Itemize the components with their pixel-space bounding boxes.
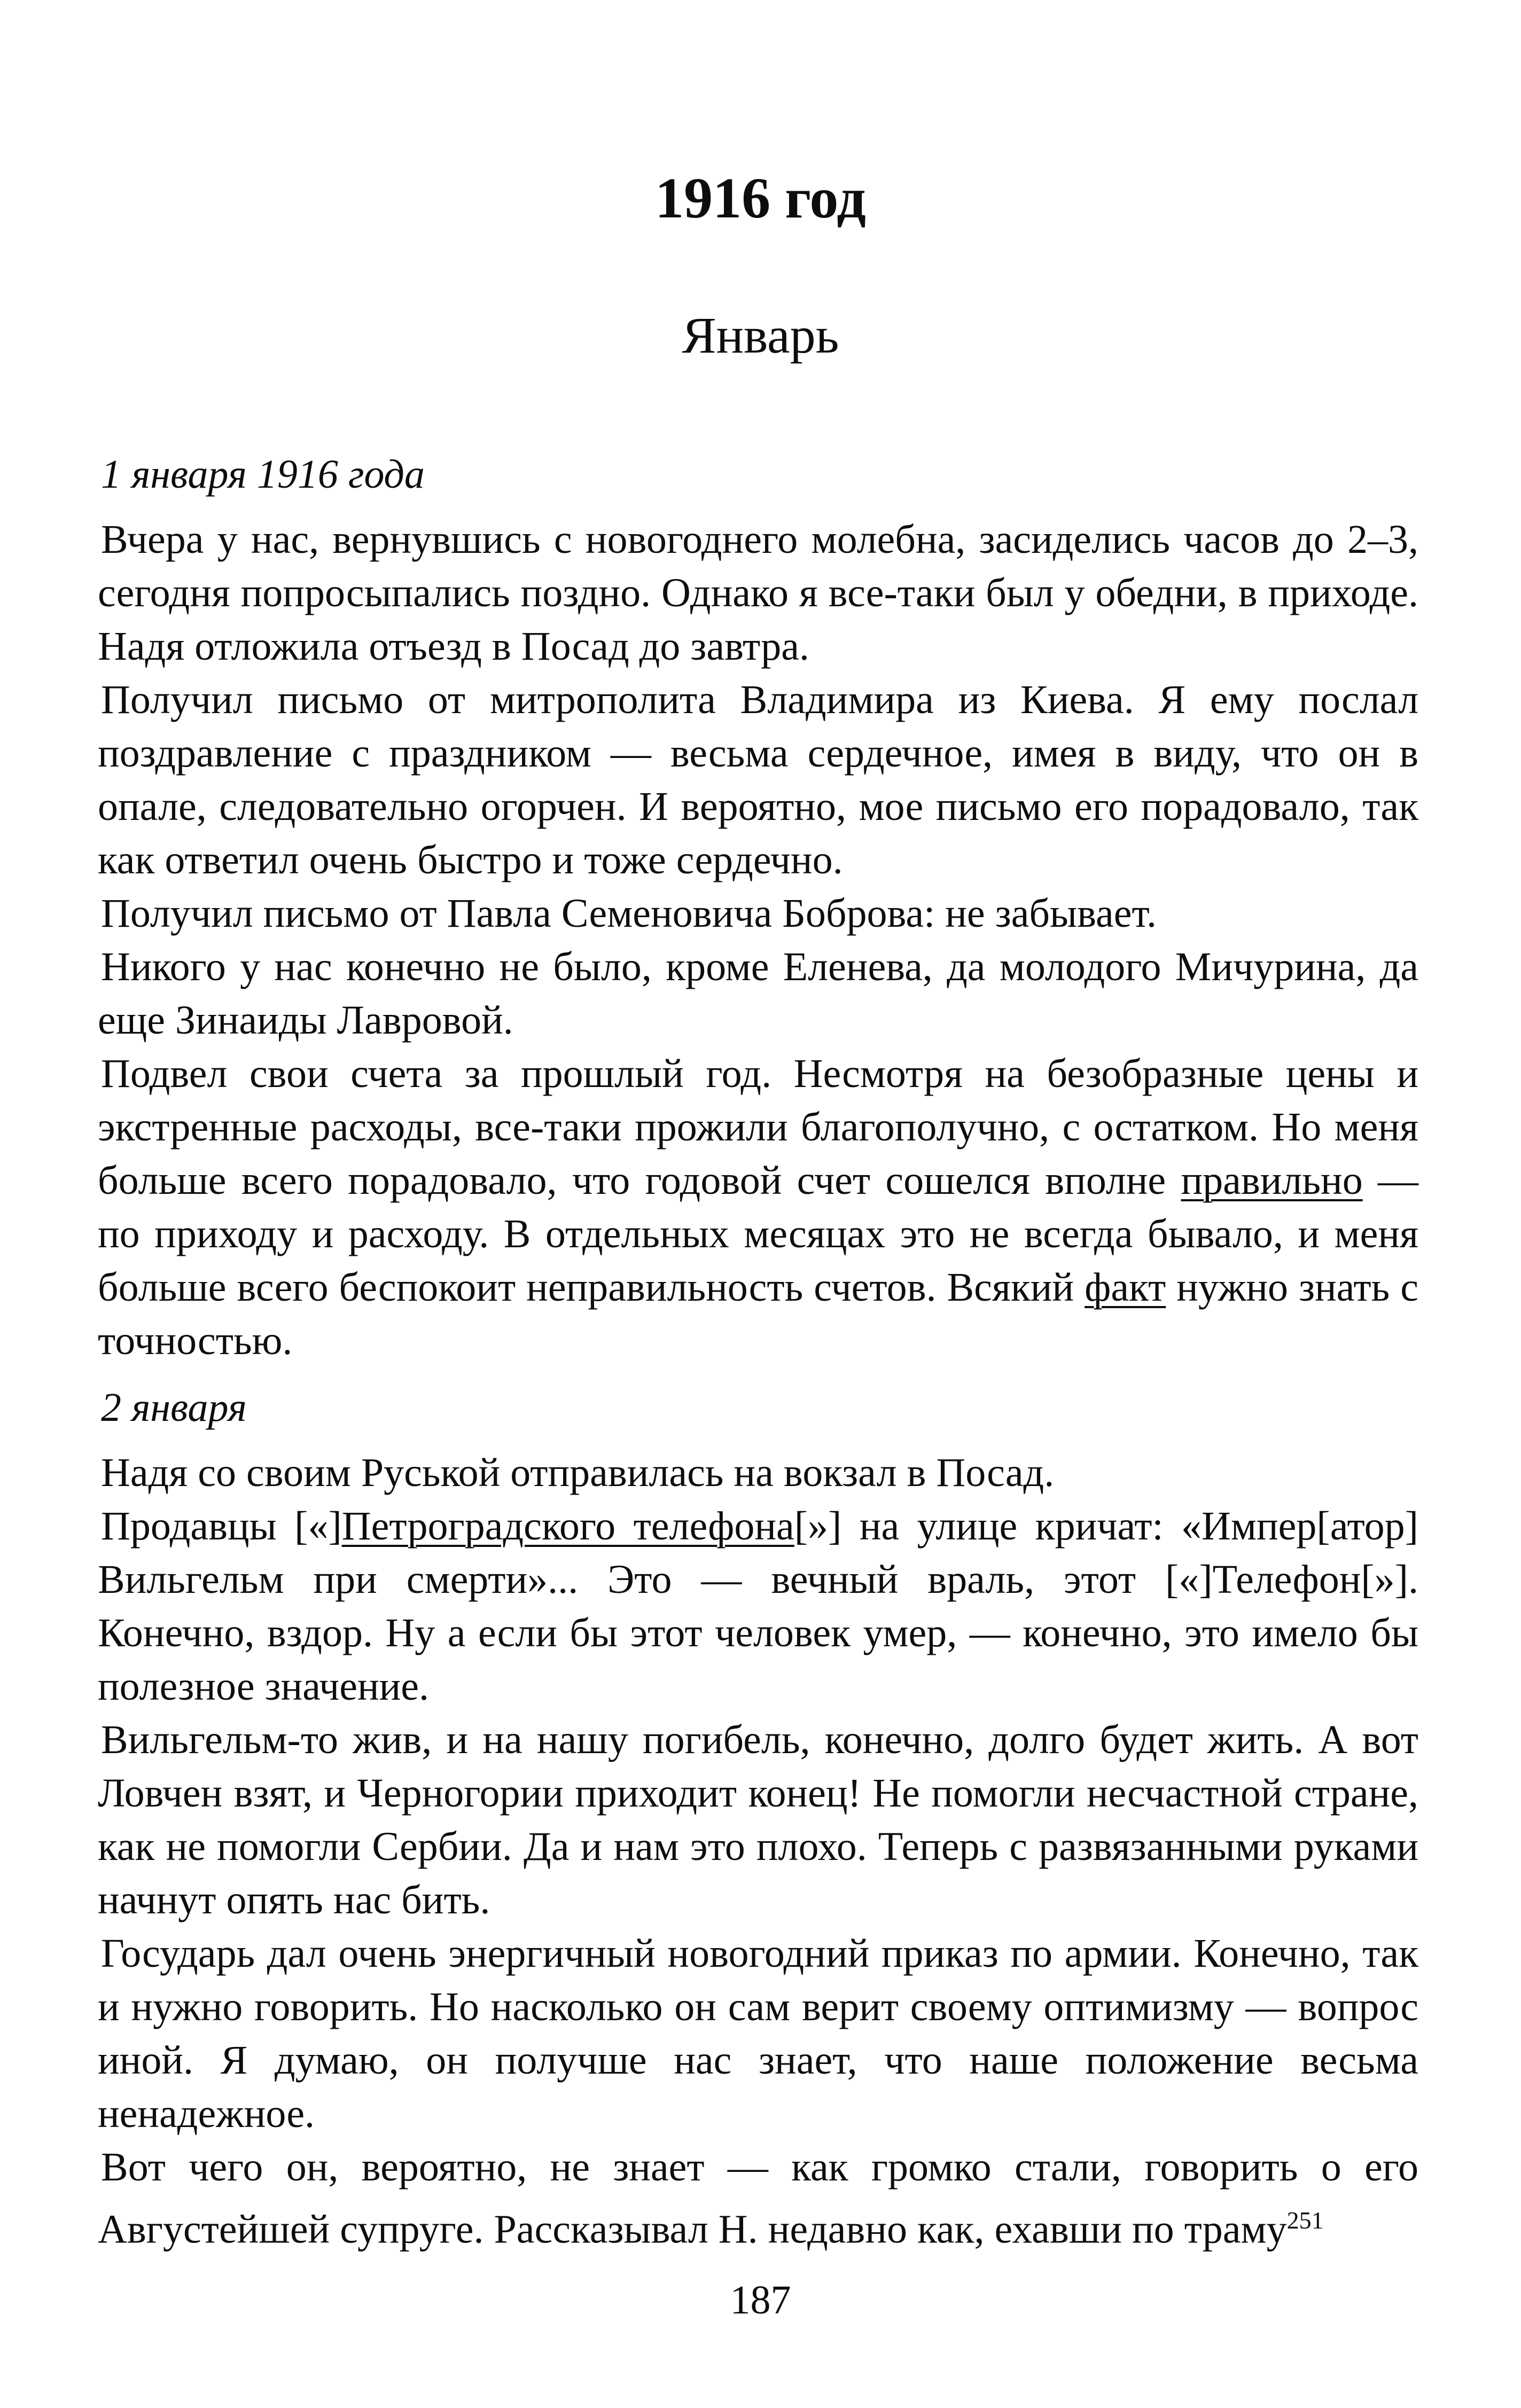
- text-run: Продавцы [«]: [101, 1504, 342, 1549]
- paragraph: Никого у нас конечно не было, кроме Еленева, да молодого Мичурина, да еще Зинаиды Лавровой.: [98, 944, 1418, 1043]
- text-run: Вот чего он, вероятно, не знает — как громко стали, говорить о его Августейшей супруге. Рассказывал Н. недавно как, ехавши по траму: [98, 2145, 1418, 2252]
- diary-entry-jan-2: [98, 1381, 1418, 2256]
- paragraph: Получил письмо от Павла Семеновича Боброва: не забывает.: [101, 891, 1157, 936]
- underlined-word: факт: [1085, 1265, 1166, 1310]
- text-run: [»] на улице кричат: «Импер[атор] Вильгельм при смерти»... Это — вечный враль, этот [«]Телефон[»]. Конечно, вздор. Ну а если бы этот человек умер, — конечно, это имело бы полезное значение.: [98, 1504, 1418, 1709]
- text-run: Подвел свои счета за прошлый год. Несмотря на безобразные цены и экстренные расходы, все-таки прожили благополучно, с остатком. Но меня больше всего порадовало, что годовой счет сошелся вполне: [98, 1051, 1418, 1203]
- underlined-newspaper-title: Петроградского телефона: [341, 1504, 794, 1549]
- paragraph: Надя со своим Руськой отправилась на вокзал в Посад.: [101, 1450, 1055, 1495]
- paragraph: Получил письмо от митрополита Владимира из Киева. Я ему послал поздравление с праздником — весьма сердечное, имея в виду, что он в опале, следовательно огорчен. И вероятно, мое письмо его порадовало, так как ответил очень быстро и тоже сердечно.: [98, 677, 1418, 882]
- page-number: 187: [730, 2278, 791, 2323]
- telephone-paragraph: [98, 1499, 1418, 1713]
- text-run: нужно знать с точностью.: [98, 1265, 1419, 1363]
- paragraph: Государь дал очень энергичный новогодний приказ по армии. Конечно, так и нужно говорить. Но насколько он сам верит своему оптимизму — вопрос иной. Я думаю, он получше нас знает, что наше положение весьма ненадежное.: [98, 1931, 1418, 2136]
- diary-entry-jan-1: [98, 448, 1418, 1367]
- footnote-marker: 251: [1286, 2207, 1324, 2234]
- last-paragraph: [98, 2140, 1418, 2256]
- entry-date: 1 января 1916 года: [101, 452, 425, 497]
- month-heading: Январь: [682, 307, 839, 364]
- text-run: — по приходу и расходу. В отдельных месяцах это не всегда бывало, и меня больше всего беспокоит неправильность счетов. Всякий: [98, 1158, 1418, 1310]
- paragraph: Вильгельм-то жив, и на нашу погибель, конечно, долго будет жить. А вот Ловчен взят, и Черногории приходит конец! Не помогли несчастной стране, как не помогли Сербии. Да и нам это плохо. Теперь с развязанными руками начнут опять нас бить.: [98, 1717, 1418, 1922]
- entry-date: 2 января: [101, 1385, 247, 1430]
- accounts-paragraph: [98, 1047, 1418, 1367]
- paragraph: Вчера у нас, вернувшись с новогоднего молебна, засиделись часов до 2–3, сегодня попросыпались поздно. Однако я все-таки был у обедни, в приходе. Надя отложила отъезд в Посад до завтра.: [98, 517, 1418, 669]
- year-heading: 1916 год: [655, 167, 866, 230]
- underlined-word: правильно: [1181, 1158, 1363, 1203]
